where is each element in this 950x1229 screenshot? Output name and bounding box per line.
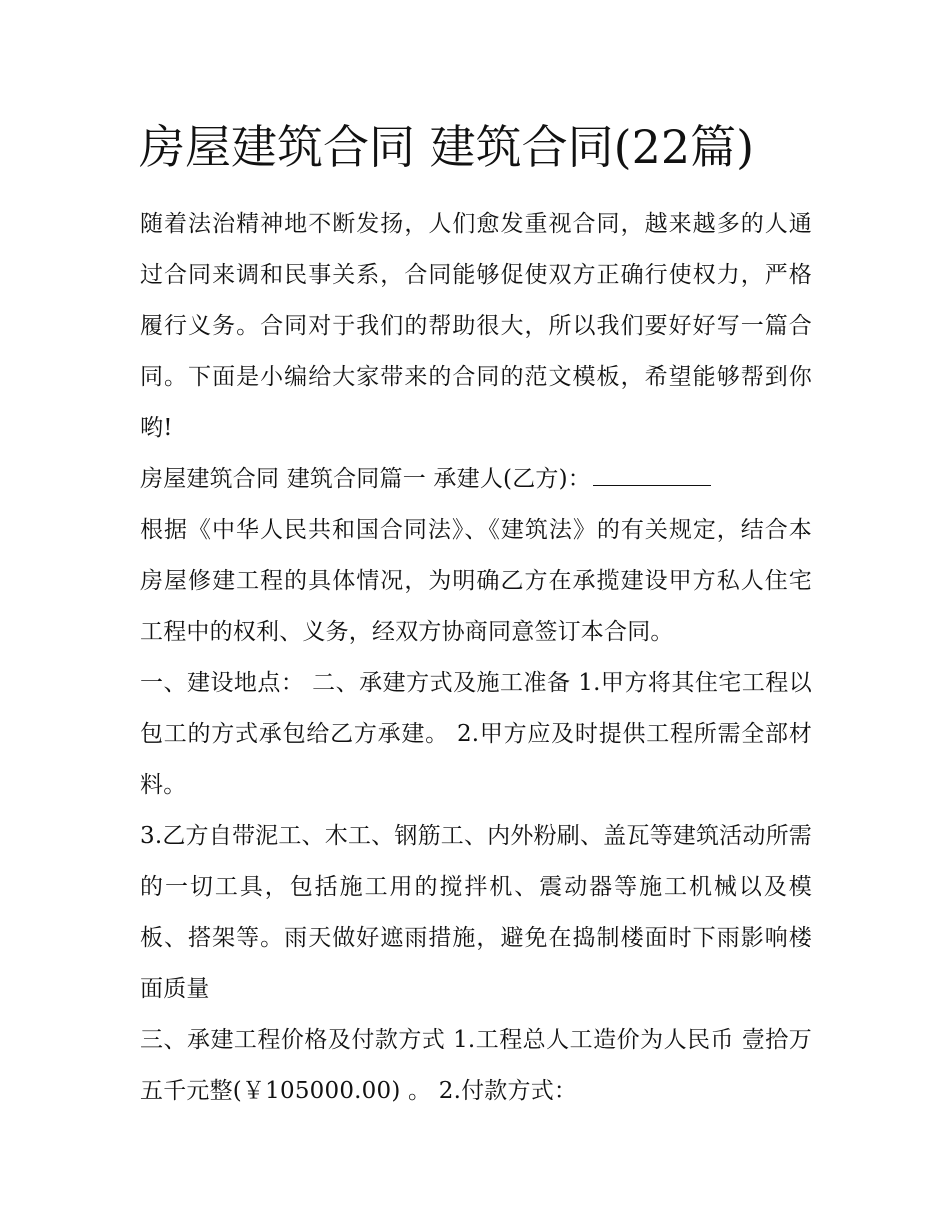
intro-paragraph: 随着法治精神地不断发扬，人们愈发重视合同，越来越多的人通过合同来调和民事关系，合同能够促使双方正确行使权力，严格履行义务。合同对于我们的帮助很大，所以我们要好好写一篇合同。下面是小编给大家带来的合同的范文模板，希望能够帮到你哟! [140, 211, 812, 441]
contractor-blank [593, 467, 711, 486]
document-title: 房屋建筑合同 建筑合同(22篇) [139, 120, 755, 174]
clause-tools: 3.乙方自带泥工、木工、钢筋工、内外粉刷、盖瓦等建筑活动所需的一切工具，包括施工用的搅拌机、震动器等施工机械以及模板、搭架等。雨天做好遮雨措施，避免在捣制楼面时下雨影响楼面质量 [140, 823, 812, 1002]
legal-basis-paragraph: 根据《中华人民共和国合同法》、《建筑法》的有关规定，结合本房屋修建工程的具体情况，为明确乙方在承揽建设甲方私人住宅工程中的权利、义务，经双方协商同意签订本合同。 [140, 517, 812, 645]
document-body [140, 199, 812, 1117]
contractor-line [140, 454, 812, 505]
contractor-label: 房屋建筑合同 建筑合同篇一 承建人(乙方)： [140, 466, 591, 492]
clause-location-method: 一、建设地点： 二、承建方式及施工准备 1.甲方将其住宅工程以包工的方式承包给乙方承建。 2.甲方应及时提供工程所需全部材料。 [140, 670, 812, 798]
clause-price-payment: 三、承建工程价格及付款方式 1.工程总人工造价为人民币 壹拾万五千元整(￥105000.00) 。 2.付款方式： [140, 1027, 812, 1104]
